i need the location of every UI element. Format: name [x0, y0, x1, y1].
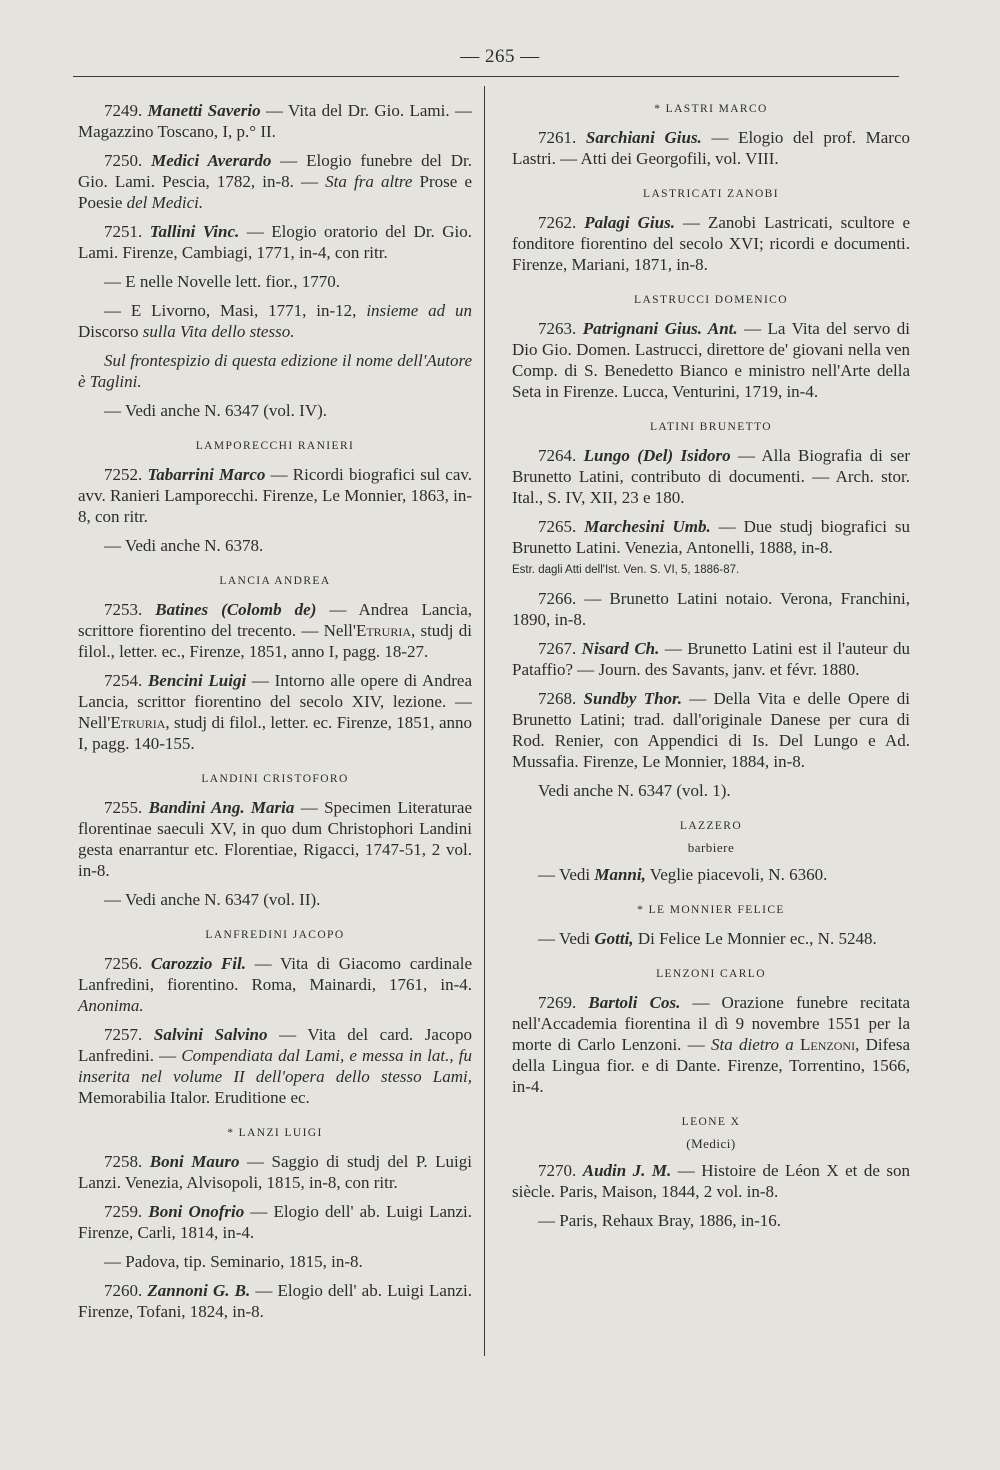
entry-note: — Paris, Rehaux Bray, 1886, in-16.: [538, 1211, 782, 1230]
entry-7261: 7261. Sarchiani Gius. — Elogio del prof. Marco Lastri. — Atti dei Georgofili, vol. VIII.: [512, 128, 910, 168]
entry-7262: 7262. Palagi Gius. — Zanobi Lastricati, scultore e fonditore fiorentino del secolo XVI; ricordi e documenti. Firenze, Mariani, 1871, in-8.: [512, 213, 911, 274]
entry-note: — E nelle Novelle lett. fior., 1770.: [104, 272, 341, 291]
entry-7249: 7249. Manetti Saverio — Vita del Dr. Gio. Lami. — Magazzino Toscano, I, p.° II.: [78, 101, 472, 141]
section-subheading: barbiere: [687, 840, 735, 855]
source-note: Estr. dagli Atti dell'Ist. Ven. S. VI, 5, 1886-87.: [512, 564, 740, 576]
see-also: — Vedi anche N. 6378.: [104, 536, 264, 555]
section-heading: LEONE X: [681, 1116, 741, 1128]
section-heading: LENZONI CARLO: [656, 968, 766, 980]
see-also: — Vedi anche N. 6347 (vol. II).: [104, 890, 321, 909]
entry-7255: 7255. Bandini Ang. Maria — Specimen Literaturae florentinae saeculi XV, in quo dum Christophori Landini gesta enarrantur etc. Florentiae, Rigacci, 1747-51, 2 vol. in-8.: [78, 798, 473, 880]
entry-7259: 7259. Boni Onofrio — Elogio dell' ab. Luigi Lanzi. Firenze, Carli, 1814, in-4.: [78, 1202, 473, 1242]
section-heading: LASTRICATI ZANOBI: [643, 188, 779, 200]
entry-note: — Padova, tip. Seminario, 1815, in-8.: [104, 1252, 363, 1271]
entry-7266: 7266. — Brunetto Latini notaio. Verona, Franchini, 1890, in-8.: [512, 589, 910, 629]
top-rule: [73, 76, 899, 77]
section-heading: * LASTRI MARCO: [654, 103, 768, 115]
section-heading: LANFREDINI JACOPO: [205, 929, 345, 941]
entry-7254: 7254. Bencini Luigi — Intorno alle opere di Andrea Lancia, scrittor fiorentino del secolo XIV, lezione. — Nell'Etruria, studj di filol., letter. ec. Firenze, 1851, anno I, pagg. 140-155.: [78, 671, 473, 753]
section-heading: LAZZERO: [679, 820, 743, 832]
entry-7251: 7251. Tallini Vinc. — Elogio oratorio del Dr. Gio. Lami. Firenze, Cambiagi, 1771, in-4, con ritr.: [78, 222, 473, 262]
section-heading: LAMPORECCHI RANIERI: [195, 440, 355, 452]
section-heading: LANDINI CRISTOFORO: [201, 773, 349, 785]
entry-7263: 7263. Patrignani Gius. Ant. — La Vita del servo di Dio Gio. Domen. Lastrucci, direttore de' giovani nella ven Comp. di S. Benedetto Bianco e ministro nell'Arte della Seta in Firenze. Lucca, Venturini, 1719, in-4.: [512, 319, 911, 401]
see-also: — Vedi Gotti, Di Felice Le Monnier ec., N. 5248.: [538, 929, 877, 948]
entry-7256: 7256. Carozzio Fil. — Vita di Giacomo cardinale Lanfredini, fiorentino. Roma, Mainardi, 1761, in-4. Anonima.: [78, 954, 472, 1015]
see-also: — Vedi Manni, Veglie piacevoli, N. 6360.: [538, 865, 828, 884]
entry-7250: 7250. Medici Averardo — Elogio funebre del Dr. Gio. Lami. Pescia, 1782, in-8. — Sta fra altre Prose e Poesie del Medici.: [78, 151, 473, 212]
section-heading: LANCIA ANDREA: [219, 575, 331, 587]
section-heading: LASTRUCCI DOMENICO: [634, 294, 788, 306]
see-also: — Vedi anche N. 6347 (vol. IV).: [104, 401, 328, 420]
entry-note: — E Livorno, Masi, 1771, in-12, insieme ad un Discorso sulla Vita dello stesso.: [78, 301, 472, 341]
entry-7267: 7267. Nisard Ch. — Brunetto Latini est il l'auteur du Pataffio? — Journ. des Savants, janv. et févr. 1880.: [512, 639, 910, 679]
section-subheading: (Medici): [686, 1136, 736, 1151]
entry-note: Sul frontespizio di questa edizione il nome dell'Autore è Taglini.: [78, 351, 472, 391]
entry-7270: 7270. Audin J. M. — Histoire de Léon X et de son siècle. Paris, Maison, 1844, 2 vol. in-8.: [512, 1161, 911, 1201]
entry-7253: 7253. Batines (Colomb de) — Andrea Lancia, scrittore fiorentino del trecento. — Nell'Etruria, studj di filol., letter. ec., Firenze, 1851, anno I, pagg. 18-27.: [78, 600, 472, 661]
right-column: [512, 100, 910, 1239]
see-also: Vedi anche N. 6347 (vol. 1).: [538, 781, 731, 800]
entry-7252: 7252. Tabarrini Marco — Ricordi biografici sul cav. avv. Ranieri Lamporecchi. Firenze, Le Monnier, 1863, in-8, con ritr.: [78, 465, 473, 526]
left-column: [78, 100, 472, 1330]
entry-7265: 7265. Marchesini Umb. — Due studj biografici su Brunetto Latini. Venezia, Antonelli, 1888, in-8.: [512, 517, 911, 557]
entry-7258: 7258. Boni Mauro — Saggio di studj del P. Luigi Lanzi. Venezia, Alvisopoli, 1815, in-8, con ritr.: [78, 1152, 472, 1192]
page-number: — 265 —: [460, 46, 540, 67]
section-heading: LATINI BRUNETTO: [649, 421, 773, 433]
column-divider: [484, 86, 485, 1356]
entry-7268: 7268. Sundby Thor. — Della Vita e delle Opere di Brunetto Latini; trad. dall'originale Danese per cura di Rod. Renier, con Appendici di Is. Del Lungo e Ad. Mussafia. Firenze, Le Monnier, 1884, in-8.: [512, 689, 910, 771]
entry-7257: 7257. Salvini Salvino — Vita del card. Jacopo Lanfredini. — Compendiata dal Lami, e messa in lat., fu inserita nel volume II dell'opera dello stesso Lami, Memorabilia Italor. Eruditione ec.: [78, 1025, 473, 1107]
section-heading: * LANZI LUIGI: [227, 1127, 323, 1139]
section-heading: * LE MONNIER FELICE: [637, 904, 785, 916]
entry-7269: 7269. Bartoli Cos. — Orazione funebre recitata nell'Accademia fiorentina il dì 9 novembre 1551 per la morte di Carlo Lenzoni. — Sta dietro a Lenzoni, Difesa della Lingua fior. e di Dante. Firenze, Torrentino, 1566, in-4.: [512, 993, 910, 1096]
entry-7264: 7264. Lungo (Del) Isidoro — Alla Biografia di ser Brunetto Latini, contributo di documenti. — Arch. stor. Ital., S. IV, XII, 23 e 180.: [512, 446, 911, 507]
entry-7260: 7260. Zannoni G. B. — Elogio dell' ab. Luigi Lanzi. Firenze, Tofani, 1824, in-8.: [78, 1281, 473, 1321]
